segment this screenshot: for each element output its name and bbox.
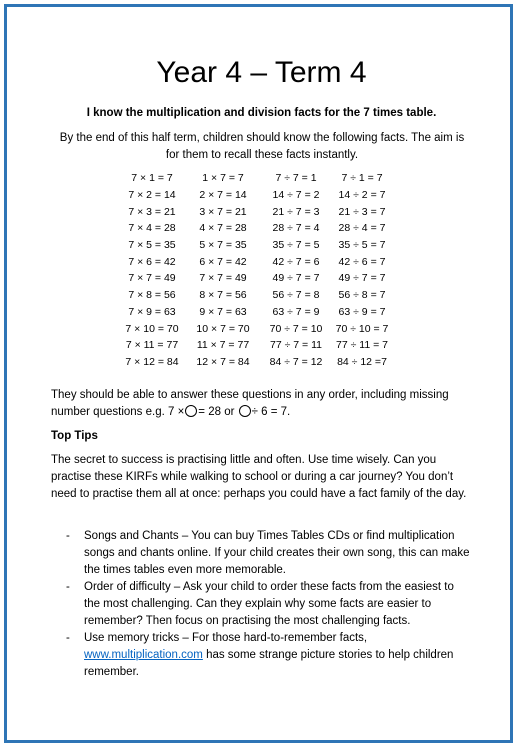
fact-cell: 11 × 7 = 77 — [196, 339, 250, 352]
tip-text: Songs and Chants – You can buy Times Tables CDs or find multiplication songs and chants online. If your child creates their own song, this can make the times tables even more memorable. — [84, 530, 470, 576]
fact-cell: 21 ÷ 3 = 7 — [338, 205, 386, 218]
fact-cell: 7 ÷ 1 = 7 — [341, 172, 383, 185]
learning-goal: I know the multiplication and division facts for the 7 times table. — [86, 107, 437, 119]
top-tips-intro: The secret to success is practising little and often. Use time wisely. Can you practise these KIRFs while walking to school or during a car journey? You don’t need to practise them all at once: perhaps you could have a fact family of the day. — [51, 454, 467, 500]
facts-row — [118, 187, 392, 204]
missing-text-after: ÷ 6 = 7. — [251, 406, 291, 418]
fact-cell: 6 × 7 = 42 — [199, 255, 247, 268]
facts-table — [118, 170, 392, 370]
fact-cell: 10 × 7 = 70 — [196, 322, 250, 335]
fact-cell: 7 × 8 = 56 — [128, 289, 176, 302]
fact-cell: 14 ÷ 2 = 7 — [338, 189, 386, 202]
missing-number-circle-1 — [185, 405, 197, 417]
tip-item-memory — [66, 630, 471, 681]
fact-cell: 7 × 11 = 77 — [125, 339, 179, 352]
fact-cell: 1 × 7 = 7 — [202, 172, 244, 185]
fact-cell: 84 ÷ 7 = 12 — [269, 355, 323, 368]
fact-cell: 7 × 1 = 7 — [131, 172, 173, 185]
fact-cell: 70 ÷ 7 = 10 — [269, 322, 323, 335]
fact-cell: 7 ÷ 7 = 1 — [275, 172, 317, 185]
facts-row — [118, 354, 392, 371]
fact-cell: 56 ÷ 8 = 7 — [338, 289, 386, 302]
fact-cell: 35 ÷ 5 = 7 — [338, 239, 386, 252]
tip-text: Order of difficulty – Ask your child to order these facts from the easiest to the most challenging. Can they explain why some facts are easier to remember? Then focus on practising the most challenging facts. — [84, 581, 454, 627]
fact-cell: 42 ÷ 6 = 7 — [338, 255, 386, 268]
fact-cell: 28 ÷ 7 = 4 — [272, 222, 320, 235]
tip-item-order — [66, 579, 471, 630]
facts-row — [118, 304, 392, 321]
tip-dash: - — [66, 581, 70, 593]
missing-number-circle-2 — [239, 405, 251, 417]
fact-cell: 70 ÷ 10 = 7 — [335, 322, 389, 335]
intro-paragraph: By the end of this half term, children should know the following facts. The aim is for them to recall these facts instantly. — [59, 132, 465, 161]
tip-dash: - — [66, 632, 70, 644]
fact-cell: 7 × 3 = 21 — [128, 205, 176, 218]
fact-cell: 7 × 7 = 49 — [199, 272, 247, 285]
facts-row — [118, 170, 392, 187]
fact-cell: 7 × 9 = 63 — [128, 305, 176, 318]
fact-cell: 7 × 6 = 42 — [128, 255, 176, 268]
fact-cell: 7 × 2 = 14 — [128, 189, 176, 202]
missing-number-paragraph — [51, 387, 476, 421]
fact-cell: 12 × 7 = 84 — [196, 355, 250, 368]
fact-cell: 8 × 7 = 56 — [199, 289, 247, 302]
facts-row — [118, 237, 392, 254]
fact-cell: 7 × 5 = 35 — [128, 239, 176, 252]
multiplication-link[interactable]: www.multiplication.com — [84, 649, 203, 661]
fact-cell: 49 ÷ 7 = 7 — [338, 272, 386, 285]
tips-list — [66, 528, 471, 681]
fact-cell: 4 × 7 = 28 — [199, 222, 247, 235]
fact-cell: 63 ÷ 7 = 9 — [272, 305, 320, 318]
facts-row — [118, 270, 392, 287]
facts-row — [118, 287, 392, 304]
fact-cell: 2 × 7 = 14 — [199, 189, 247, 202]
fact-cell: 7 × 4 = 28 — [128, 222, 176, 235]
missing-text-middle: = 28 or — [198, 406, 235, 418]
page-title: Year 4 – Term 4 — [156, 56, 367, 89]
fact-cell: 63 ÷ 9 = 7 — [338, 305, 386, 318]
facts-row — [118, 320, 392, 337]
fact-cell: 77 ÷ 11 = 7 — [336, 339, 388, 352]
fact-cell: 56 ÷ 7 = 8 — [272, 289, 320, 302]
fact-cell: 35 ÷ 7 = 5 — [272, 239, 320, 252]
facts-row — [118, 337, 392, 354]
missing-text-before: They should be able to answer these questions in any order, including missing number questions e.g. 7 × — [51, 389, 449, 418]
tip-item-songs — [66, 528, 471, 579]
fact-cell: 84 ÷ 12 =7 — [337, 355, 387, 368]
fact-cell: 9 × 7 = 63 — [199, 305, 247, 318]
fact-cell: 7 × 10 = 70 — [125, 322, 179, 335]
fact-cell: 5 × 7 = 35 — [199, 239, 247, 252]
tip-text-before: Use memory tricks – For those hard-to-remember facts, — [84, 632, 368, 644]
facts-row — [118, 253, 392, 270]
fact-cell: 77 ÷ 7 = 11 — [270, 339, 322, 352]
fact-cell: 14 ÷ 7 = 2 — [272, 189, 320, 202]
facts-row — [118, 203, 392, 220]
top-tips-heading: Top Tips — [51, 430, 98, 442]
fact-cell: 7 × 7 = 49 — [128, 272, 176, 285]
fact-cell: 42 ÷ 7 = 6 — [272, 255, 320, 268]
tip-dash: - — [66, 530, 70, 542]
fact-cell: 21 ÷ 7 = 3 — [272, 205, 320, 218]
fact-cell: 28 ÷ 4 = 7 — [338, 222, 386, 235]
fact-cell: 3 × 7 = 21 — [199, 205, 247, 218]
fact-cell: 7 × 12 = 84 — [125, 355, 179, 368]
facts-row — [118, 220, 392, 237]
tip-text-after: has some strange picture stories to help children remember. — [84, 649, 454, 678]
fact-cell: 49 ÷ 7 = 7 — [272, 272, 320, 285]
